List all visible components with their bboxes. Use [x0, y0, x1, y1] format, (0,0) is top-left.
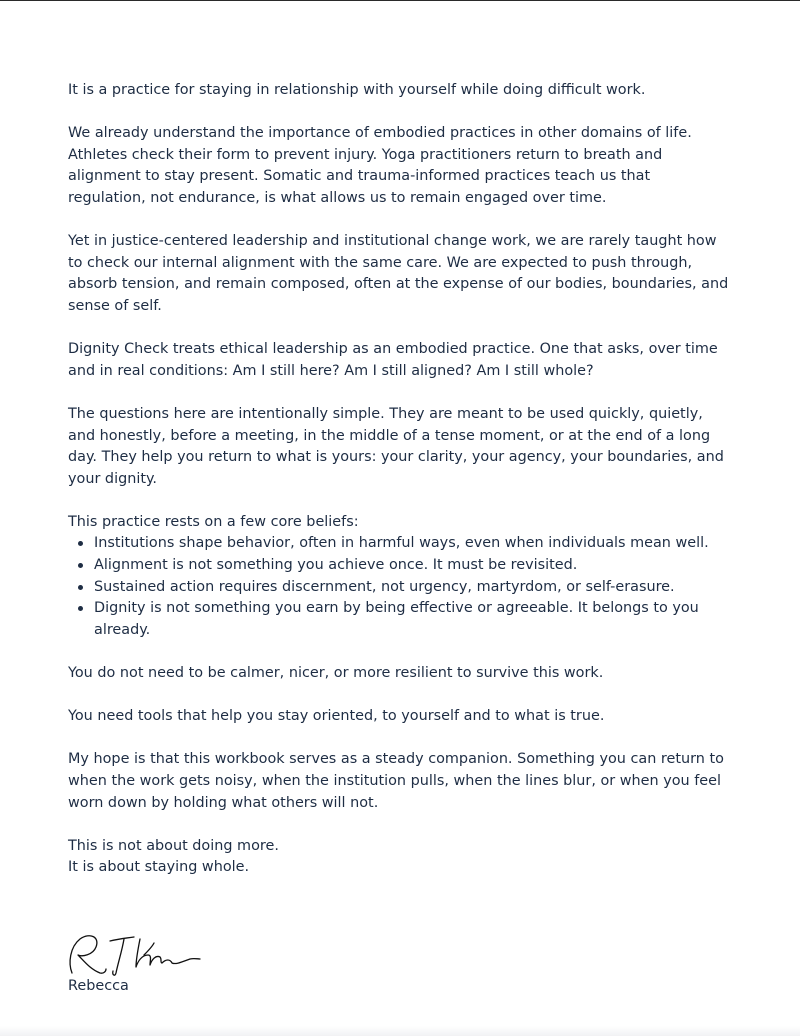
list-item: Alignment is not something you achieve once. It must be revisited. [94, 555, 732, 577]
list-item: Dignity is not something you earn by being effective or agreeable. It belongs to you already. [94, 598, 732, 641]
closing-line-1: This is not about doing more. [68, 837, 279, 854]
list-item: Sustained action requires discernment, not urgency, martyrdom, or self-erasure. [94, 577, 732, 599]
paragraph-dignity-check: Dignity Check treats ethical leadership as an embodied practice. One that asks, over time and in real conditions: Am I still here? Am I still aligned? Am I still whole? [68, 341, 718, 379]
paragraph-justice-leadership: Yet in justice-centered leadership and institutional change work, we are rarely taught how to check our internal alignment with the same care. We are expected to push through, absorb tension, and remain composed, often at the expense of our bodies, boundaries, and sense of self. [68, 233, 729, 314]
list-item: Institutions shape behavior, often in harmful ways, even when individuals mean well. [94, 533, 732, 555]
paragraph-calmer: You do not need to be calmer, nicer, or more resilient to survive this work. [68, 665, 604, 682]
paragraph-embodied-practices: We already understand the importance of embodied practices in other domains of life. Athletes check their form to prevent injury. Yoga practitioners return to breath and alignment to stay present. Somatic and trauma-informed practices teach us that regulation, not endurance, is what allows us to remain engaged over time. [68, 125, 692, 206]
intro-paragraph: It is a practice for staying in relationship with yourself while doing difficult work. [68, 82, 646, 98]
beliefs-list [68, 533, 732, 641]
paragraph-tools: You need tools that help you stay oriented, to yourself and to what is true. [68, 708, 605, 725]
page-bottom-edge [0, 1026, 800, 1036]
letter-body [68, 80, 732, 879]
handwritten-signature [66, 929, 206, 979]
beliefs-intro: This practice rests on a few core beliefs: [68, 513, 359, 530]
signature-name: Rebecca [68, 978, 129, 994]
closing-line-2: It is about staying whole. [68, 859, 250, 876]
paragraph-questions: The questions here are intentionally simple. They are meant to be used quickly, quietly, and honestly, before a meeting, in the middle of a tense moment, or at the end of a long day. They help you return to what is yours: your clarity, your agency, your boundaries, and your dignity. [68, 405, 724, 487]
paragraph-hope: My hope is that this workbook serves as a steady companion. Something you can return to when the work gets noisy, when the institution pulls, when the lines blur, or when you feel worn down by holding what others will not. [68, 751, 724, 811]
